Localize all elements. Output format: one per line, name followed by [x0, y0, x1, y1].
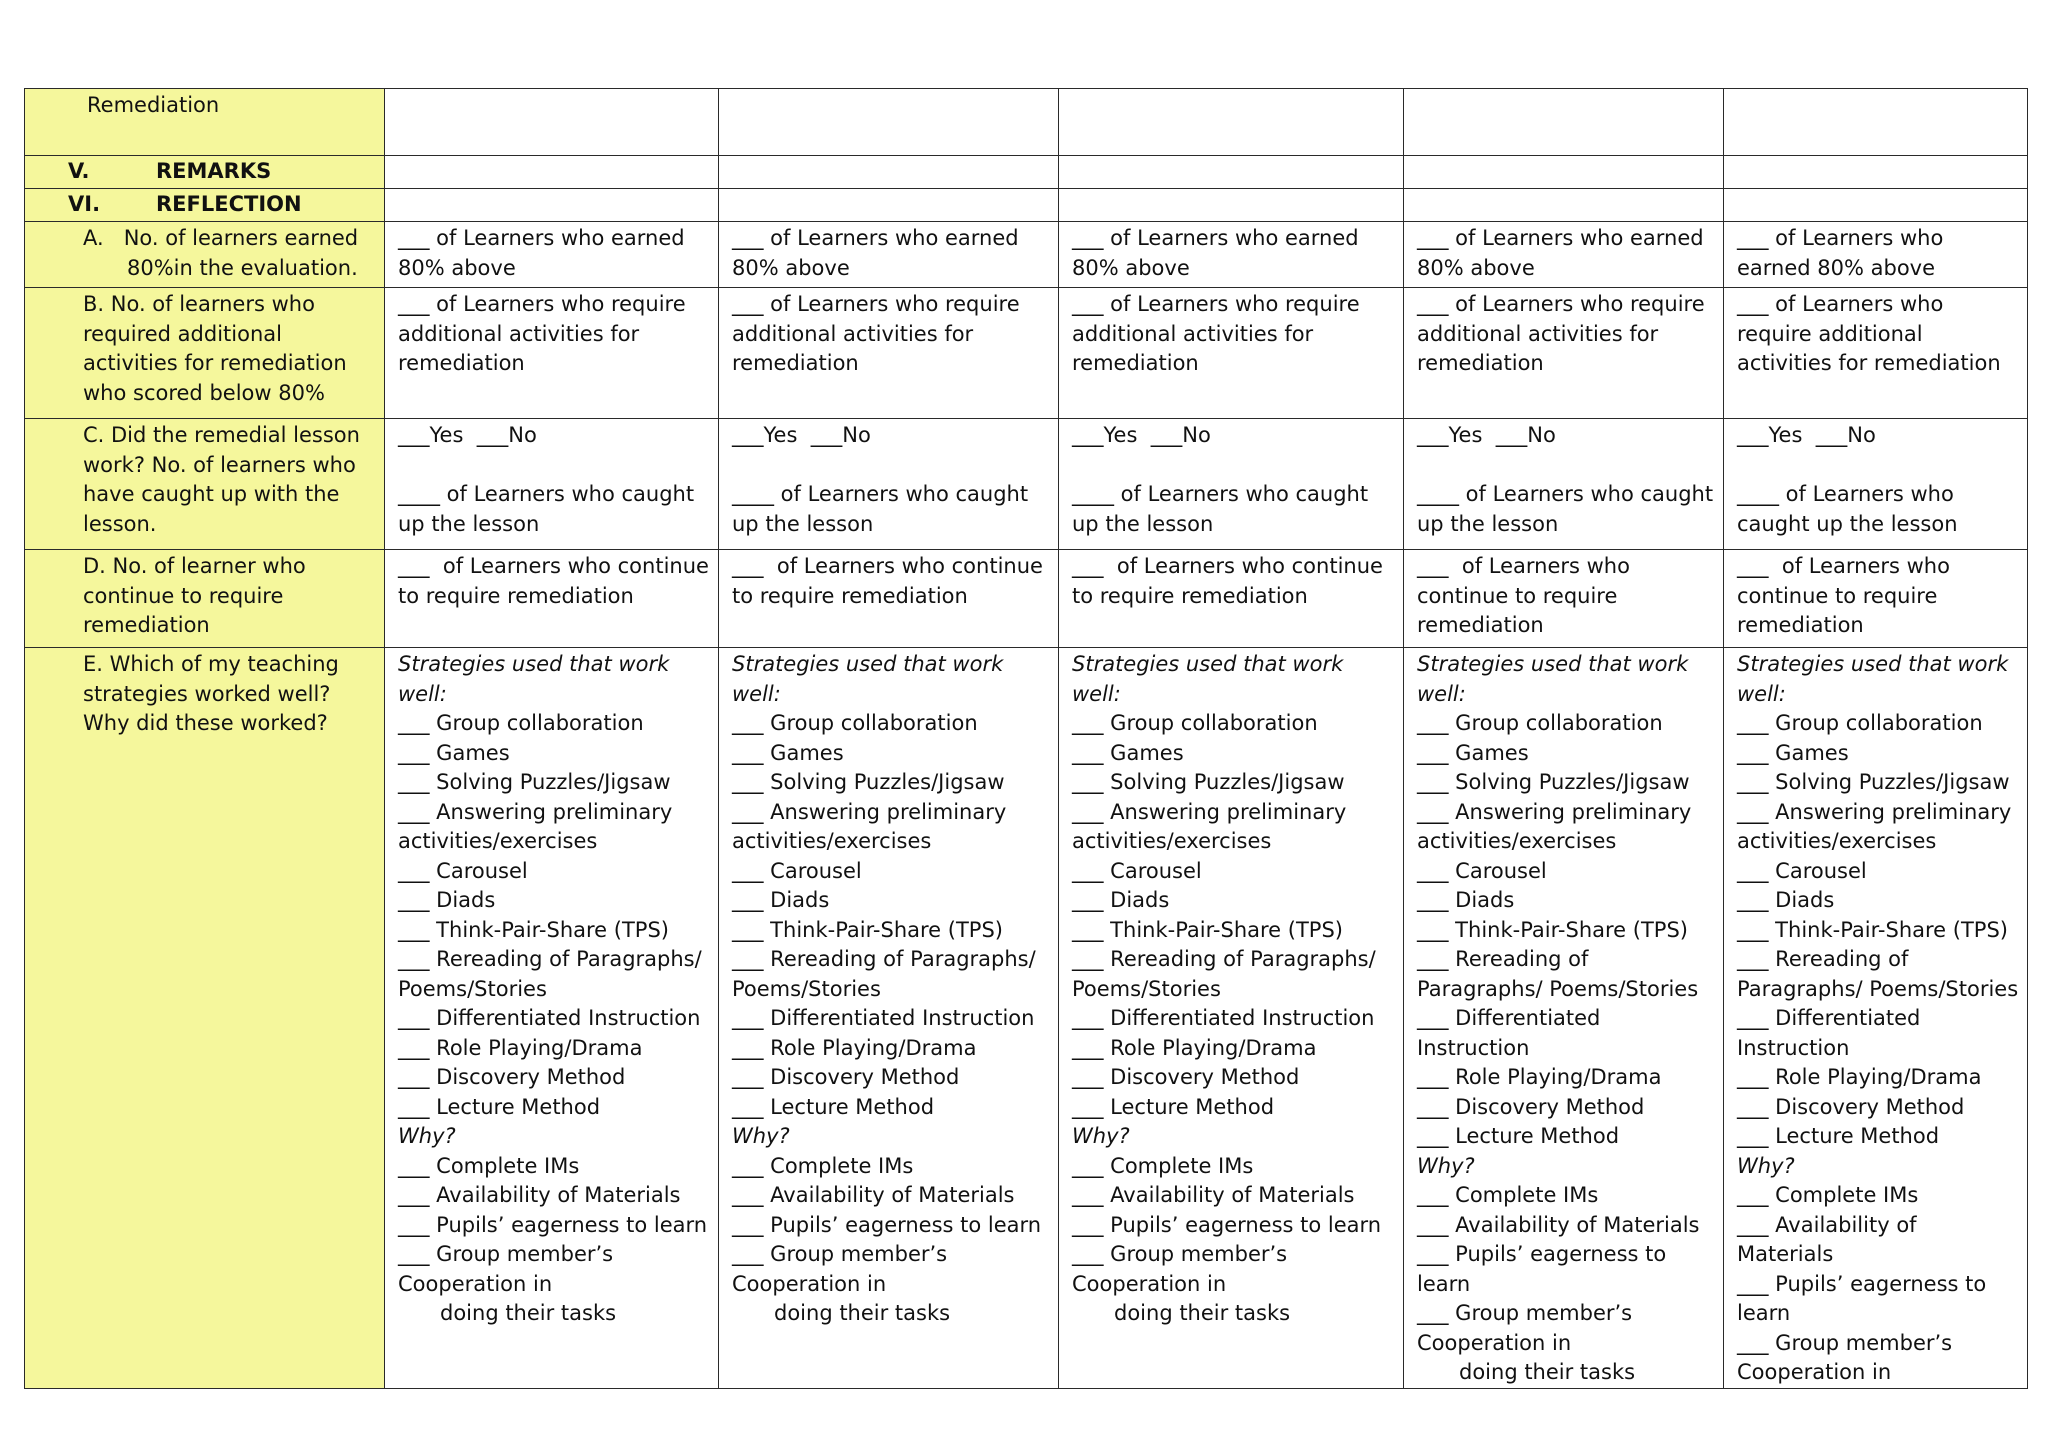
- yes-no-2: ___Yes ___No: [732, 423, 871, 447]
- why-item: ___ Group member’s Cooperation in: [1072, 1242, 1288, 1296]
- remarks-heading: REMARKS: [156, 159, 272, 183]
- cell-d-1: ___ of Learners who continue to require remediation: [385, 550, 719, 648]
- cell-remediation-4: [1404, 89, 1724, 156]
- strategy-item: ___ Group collaboration: [1417, 711, 1663, 735]
- cell-remarks-1: [385, 156, 719, 189]
- why-item: ___ Group member’s Cooperation in: [1737, 1330, 1953, 1384]
- strategy-item: ___ Answering preliminary activities/exercises: [732, 799, 1007, 853]
- row-c: [25, 419, 2028, 550]
- strategy-item: ___ Discovery Method: [1417, 1094, 1645, 1119]
- cell-d-3: ___ of Learners who continue to require remediation: [1059, 550, 1404, 648]
- strategy-item: ___ Solving Puzzles/Jigsaw: [1072, 770, 1345, 794]
- cell-e-2: [719, 648, 1059, 1389]
- yes-no-3: ___Yes ___No: [1072, 423, 1211, 447]
- cell-a-4: ___ of Learners who earned 80% above: [1404, 222, 1724, 288]
- strategy-item: ___ Rereading of Paragraphs/ Poems/Stories: [398, 947, 702, 1001]
- cell-e-4: [1404, 648, 1724, 1389]
- tasks-line: doing their tasks: [774, 1301, 951, 1325]
- strategy-item: ___ Think-Pair-Share (TPS): [1417, 917, 1688, 942]
- strategy-item: ___ Rereading of Paragraphs/ Poems/Stories: [1072, 947, 1376, 1001]
- cell-b-1: ___ of Learners who require additional activities for remediation: [385, 288, 719, 419]
- strategy-item: ___ Carousel: [1072, 858, 1202, 883]
- row-b: [25, 288, 2028, 419]
- strategies-heading: Strategies used that work well:: [1737, 652, 2009, 706]
- strategy-item: ___ Carousel: [1737, 858, 1867, 883]
- why-heading: Why?: [732, 1124, 790, 1148]
- why-item: ___ Group member’s Cooperation in: [732, 1242, 948, 1296]
- yes-no-4: ___Yes ___No: [1417, 423, 1556, 447]
- cell-c-4: [1404, 419, 1724, 550]
- cell-remarks-2: [719, 156, 1059, 189]
- strategy-item: ___ Rereading of Paragraphs/ Poems/Stories: [1417, 947, 1699, 1001]
- strategies-heading: Strategies used that work well:: [1417, 652, 1689, 706]
- strategy-item: ___ Lecture Method: [1417, 1124, 1620, 1148]
- remediation-label: Remediation: [87, 93, 220, 117]
- strategy-item: ___ Discovery Method: [1072, 1065, 1300, 1089]
- caught-up-5: ____ of Learners who caught up the lesson: [1737, 482, 1958, 536]
- strategy-item: ___ Differentiated Instruction: [1737, 1006, 1921, 1060]
- strategy-item: ___ Think-Pair-Share (TPS): [398, 917, 669, 942]
- strategy-item: ___ Games: [732, 740, 844, 765]
- strategies-heading: Strategies used that work well:: [398, 652, 670, 706]
- cell-remarks-3: [1059, 156, 1404, 189]
- tasks-line: doing their tasks: [440, 1301, 617, 1325]
- why-item: ___ Pupils’ eagerness to learn: [1072, 1212, 1382, 1237]
- strategy-item: ___ Diads: [732, 888, 830, 912]
- label-c: C. Did the remedial lesson work? No. of learners who have caught up with the lesson.: [25, 419, 385, 550]
- cell-a-1: ___ of Learners who earned 80% above: [385, 222, 719, 288]
- strategy-item: ___ Role Playing/Drama: [1417, 1065, 1662, 1089]
- cell-remediation-5: [1724, 89, 2028, 156]
- strategy-item: ___ Lecture Method: [398, 1094, 601, 1119]
- cell-reflection-1: [385, 189, 719, 222]
- strategy-item: ___ Differentiated Instruction: [732, 1006, 1035, 1030]
- why-item: ___ Availability of Materials: [1417, 1212, 1700, 1237]
- caught-up-3: ____ of Learners who caught up the lesson: [1072, 482, 1369, 536]
- strategy-item: ___ Group collaboration: [1072, 711, 1318, 735]
- strategy-item: ___ Discovery Method: [398, 1065, 626, 1089]
- strategy-item: ___ Diads: [1417, 888, 1515, 912]
- strategy-item: ___ Solving Puzzles/Jigsaw: [1417, 770, 1690, 794]
- label-a: [25, 222, 385, 288]
- why-item: ___ Group member’s Cooperation in: [1417, 1301, 1633, 1355]
- strategy-item: ___ Lecture Method: [1072, 1094, 1275, 1119]
- reflection-table: [24, 88, 2028, 1389]
- strategies-heading: Strategies used that work well:: [1072, 652, 1344, 706]
- remarks-number: V.: [68, 159, 90, 183]
- strategy-item: ___ Diads: [1072, 888, 1170, 912]
- why-item: ___ Availability of Materials: [1737, 1212, 1917, 1266]
- why-heading: Why?: [1737, 1153, 1795, 1178]
- cell-a-2: ___ of Learners who earned 80% above: [719, 222, 1059, 288]
- cell-c-1: [385, 419, 719, 550]
- row-remarks: [25, 156, 2028, 189]
- cell-remediation-2: [719, 89, 1059, 156]
- strategies-heading: Strategies used that work well:: [732, 652, 1004, 706]
- strategy-item: ___ Differentiated Instruction: [1417, 1006, 1601, 1060]
- row-d: [25, 550, 2028, 648]
- why-item: ___ Complete IMs: [1072, 1153, 1254, 1178]
- cell-reflection-4: [1404, 189, 1724, 222]
- cell-b-2: ___ of Learners who require additional activities for remediation: [719, 288, 1059, 419]
- strategy-item: ___ Lecture Method: [1737, 1124, 1940, 1148]
- strategy-item: ___ Answering preliminary activities/exercises: [1737, 799, 2012, 853]
- cell-remarks-4: [1404, 156, 1724, 189]
- cell-d-2: ___ of Learners who continue to require remediation: [719, 550, 1059, 648]
- reflection-heading: REFLECTION: [156, 192, 302, 216]
- cell-reflection-5: [1724, 189, 2028, 222]
- why-item: ___ Complete IMs: [398, 1153, 580, 1178]
- strategy-item: ___ Carousel: [732, 858, 862, 883]
- strategy-item: ___ Answering preliminary activities/exercises: [1417, 799, 1692, 853]
- label-e: E. Which of my teaching strategies worked well? Why did these worked?: [25, 648, 385, 1389]
- strategy-item: ___ Rereading of Paragraphs/ Poems/Stories: [1737, 947, 2019, 1001]
- row-remediation: [25, 89, 2028, 156]
- reflection-number: VI.: [68, 192, 101, 216]
- tasks-line: doing their tasks: [1114, 1301, 1291, 1325]
- label-d: D. No. of learner who continue to require remediation: [25, 550, 385, 648]
- strategy-item: ___ Games: [398, 740, 510, 765]
- why-item: ___ Availability of Materials: [732, 1183, 1015, 1207]
- label-b: B. No. of learners who required additional activities for remediation who scored below 80%: [25, 288, 385, 419]
- strategy-item: ___ Games: [1072, 740, 1184, 765]
- cell-d-5: ___ of Learners who continue to require remediation: [1724, 550, 2028, 648]
- cell-b-5: ___ of Learners who require additional activities for remediation: [1724, 288, 2028, 419]
- a-label-line2: 80%in the evaluation.: [127, 255, 358, 280]
- caught-up-1: ____ of Learners who caught up the lesson: [398, 482, 695, 536]
- why-item: ___ Complete IMs: [732, 1153, 914, 1178]
- cell-remediation-3: [1059, 89, 1404, 156]
- cell-c-2: [719, 419, 1059, 550]
- strategy-item: ___ Differentiated Instruction: [1072, 1006, 1375, 1030]
- strategy-item: ___ Games: [1737, 740, 1849, 765]
- strategy-item: ___ Think-Pair-Share (TPS): [1072, 917, 1343, 942]
- strategy-item: ___ Lecture Method: [732, 1094, 935, 1119]
- cell-e-3: [1059, 648, 1404, 1389]
- caught-up-2: ____ of Learners who caught up the lesson: [732, 482, 1029, 536]
- cell-remarks-5: [1724, 156, 2028, 189]
- why-item: ___ Availability of Materials: [1072, 1183, 1355, 1207]
- strategy-item: ___ Rereading of Paragraphs/ Poems/Stories: [732, 947, 1036, 1001]
- tasks-line: doing their tasks: [1459, 1360, 1636, 1384]
- why-item: ___ Availability of Materials: [398, 1183, 681, 1207]
- why-heading: Why?: [1417, 1153, 1475, 1178]
- strategy-item: ___ Carousel: [398, 858, 528, 883]
- strategy-item: ___ Discovery Method: [732, 1065, 960, 1089]
- strategy-item: ___ Differentiated Instruction: [398, 1006, 701, 1030]
- strategy-item: ___ Games: [1417, 740, 1529, 765]
- label-remediation: [25, 89, 385, 156]
- row-a: [25, 222, 2028, 288]
- cell-reflection-2: [719, 189, 1059, 222]
- cell-b-3: ___ of Learners who require additional activities for remediation: [1059, 288, 1404, 419]
- why-item: ___ Group member’s Cooperation in: [398, 1242, 614, 1296]
- strategy-item: ___ Answering preliminary activities/exercises: [398, 799, 673, 853]
- cell-remediation-1: [385, 89, 719, 156]
- strategy-item: ___ Solving Puzzles/Jigsaw: [398, 770, 671, 794]
- label-remarks: [25, 156, 385, 189]
- strategy-item: ___ Role Playing/Drama: [398, 1035, 643, 1060]
- cell-a-5: ___ of Learners who earned 80% above: [1724, 222, 2028, 288]
- row-reflection: [25, 189, 2028, 222]
- why-heading: Why?: [398, 1124, 456, 1148]
- a-label-line1: A. No. of learners earned: [83, 226, 359, 250]
- why-item: ___ Pupils’ eagerness to learn: [398, 1212, 708, 1237]
- strategy-item: ___ Carousel: [1417, 858, 1547, 883]
- why-item: ___ Pupils’ eagerness to learn: [732, 1212, 1042, 1237]
- cell-e-5: [1724, 648, 2028, 1389]
- strategy-item: ___ Role Playing/Drama: [732, 1035, 977, 1060]
- cell-e-1: [385, 648, 719, 1389]
- yes-no-5: ___Yes ___No: [1737, 423, 1876, 447]
- cell-d-4: ___ of Learners who continue to require remediation: [1404, 550, 1724, 648]
- yes-no-1: ___Yes ___No: [398, 423, 537, 447]
- strategy-item: ___ Role Playing/Drama: [1072, 1035, 1317, 1060]
- strategy-item: ___ Answering preliminary activities/exercises: [1072, 799, 1347, 853]
- strategy-item: ___ Group collaboration: [732, 711, 978, 735]
- why-item: ___ Complete IMs: [1737, 1183, 1919, 1207]
- cell-c-3: [1059, 419, 1404, 550]
- strategy-item: ___ Diads: [398, 888, 496, 912]
- label-reflection: [25, 189, 385, 222]
- why-item: ___ Pupils’ eagerness to learn: [1737, 1271, 1987, 1325]
- strategy-item: ___ Diads: [1737, 888, 1835, 912]
- cell-c-5: [1724, 419, 2028, 550]
- cell-b-4: ___ of Learners who require additional activities for remediation: [1404, 288, 1724, 419]
- strategy-item: ___ Solving Puzzles/Jigsaw: [1737, 770, 2010, 794]
- why-item: ___ Pupils’ eagerness to learn: [1417, 1242, 1667, 1296]
- cell-reflection-3: [1059, 189, 1404, 222]
- strategy-item: ___ Discovery Method: [1737, 1094, 1965, 1119]
- why-item: ___ Complete IMs: [1417, 1183, 1599, 1207]
- strategy-item: ___ Group collaboration: [398, 711, 644, 735]
- row-e: [25, 648, 2028, 1389]
- why-heading: Why?: [1072, 1124, 1130, 1148]
- strategy-item: ___ Role Playing/Drama: [1737, 1065, 1982, 1089]
- cell-a-3: ___ of Learners who earned 80% above: [1059, 222, 1404, 288]
- strategy-item: ___ Solving Puzzles/Jigsaw: [732, 770, 1005, 794]
- strategy-item: ___ Think-Pair-Share (TPS): [732, 917, 1003, 942]
- strategy-item: ___ Think-Pair-Share (TPS): [1737, 917, 2008, 942]
- caught-up-4: ____ of Learners who caught up the lesson: [1417, 482, 1714, 536]
- strategy-item: ___ Group collaboration: [1737, 711, 1983, 735]
